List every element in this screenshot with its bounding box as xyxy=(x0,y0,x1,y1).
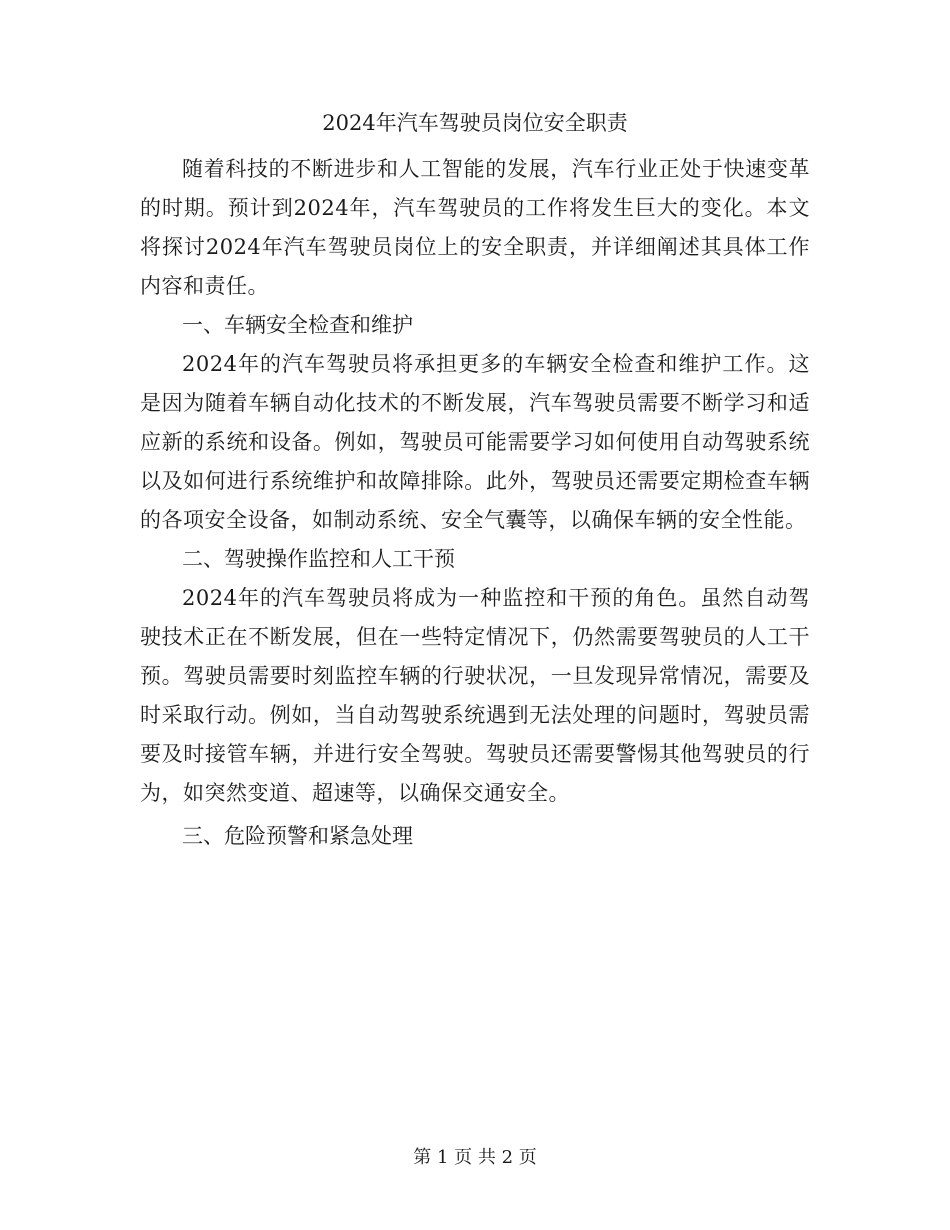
intro-paragraph: 随着科技的不断进步和人工智能的发展，汽车行业正处于快速变革的时期。预计到2024年，汽车驾驶员的工作将发生巨大的变化。本文将探讨2024年汽车驾驶员岗位上的安全职责，并详细阐述其具体工作内容和责任。 xyxy=(140,157,810,298)
section-paragraph-vehicle-safety: 2024年的汽车驾驶员将承担更多的车辆安全检查和维护工作。这是因为随着车辆自动化技术的不断发展，汽车驾驶员需要不断学习和适应新的系统和设备。例如，驾驶员可能需要学习如何使用自动驾驶系统以及如何进行系统维护和故障排除。此外，驾驶员还需要定期检查车辆的各项安全设备，如制动系统、安全气囊等，以确保车辆的安全性能。 xyxy=(140,352,810,532)
section-heading-monitoring: 二、驾驶操作监控和人工干预 xyxy=(182,547,455,571)
page-number-footer: 第 1 页 共 2 页 xyxy=(413,1147,537,1168)
section-heading-vehicle-safety: 一、车辆安全检查和维护 xyxy=(182,313,413,337)
document-body xyxy=(140,102,810,856)
document-title: 2024年汽车驾驶员岗位安全职责 xyxy=(322,111,628,135)
section-heading-emergency: 三、危险预警和紧急处理 xyxy=(182,824,413,848)
section-paragraph-monitoring: 2024年的汽车驾驶员将成为一种监控和干预的角色。虽然自动驾驶技术正在不断发展，但在一些特定情况下，仍然需要驾驶员的人工干预。驾驶员需要时刻监控车辆的行驶状况，一旦发现异常情况，需要及时采取行动。例如，当自动驾驶系统遇到无法处理的问题时，驾驶员需要及时接管车辆，并进行安全驾驶。驾驶员还需要警惕其他驾驶员的行为，如突然变道、超速等，以确保交通安全。 xyxy=(140,586,810,805)
